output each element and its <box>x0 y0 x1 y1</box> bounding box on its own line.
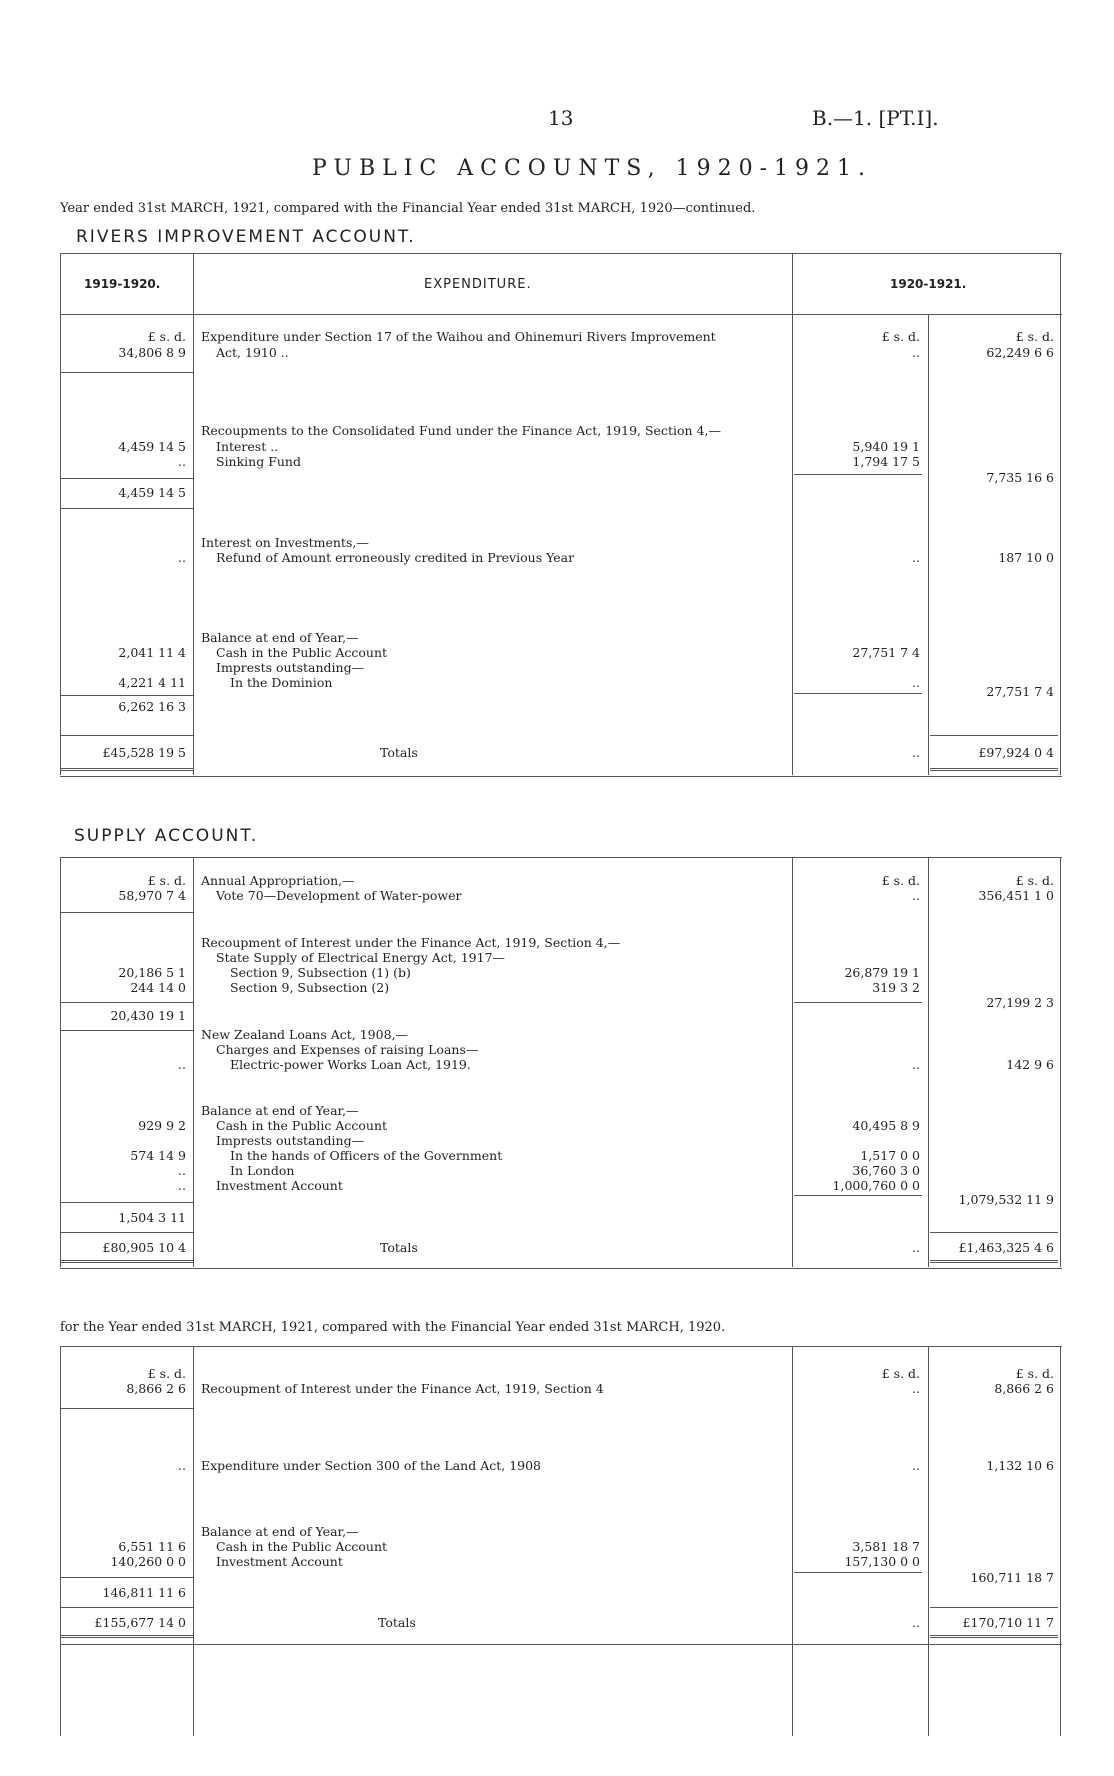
third-top-rule <box>60 1346 1062 1347</box>
third-r1-left: 8,866 2 6 <box>126 1381 186 1396</box>
page-title: PUBLIC ACCOUNTS, 1920-1921. <box>312 156 872 181</box>
rivers-r2-right: 7,735 16 6 <box>986 470 1054 485</box>
rivers-double-rule <box>930 768 1058 771</box>
document-reference: B.—1. [PT.I]. <box>812 106 939 130</box>
supply-r3a-left: .. <box>178 1057 186 1072</box>
supply-top-rule <box>60 857 1062 858</box>
supply-totals-label: Totals <box>380 1240 418 1255</box>
lsd-header: £ s. d. <box>147 329 186 344</box>
supply-bottom-rule <box>60 1268 1062 1269</box>
supply-r4b-desc: Imprests outstanding— <box>216 1133 365 1148</box>
third-divider <box>60 1408 193 1409</box>
rivers-total-right: £97,924 0 4 <box>978 745 1054 760</box>
supply-double-rule <box>60 1260 193 1263</box>
third-total-left: £155,677 14 0 <box>94 1615 186 1630</box>
rivers-totals-label: Totals <box>380 745 418 760</box>
third-col-divider <box>928 1346 929 1736</box>
third-subtotal-rule <box>794 1572 922 1573</box>
rivers-header-rule <box>60 314 1062 315</box>
third-r3-desc: Balance at end of Year,— <box>201 1524 359 1539</box>
supply-col-divider <box>792 857 793 1267</box>
rivers-col-expenditure: EXPENDITURE. <box>424 277 532 292</box>
rivers-total-left: £45,528 19 5 <box>102 745 186 760</box>
supply-r4d-desc: In London <box>230 1163 295 1178</box>
supply-divider <box>60 1232 193 1233</box>
third-r1-mid: .. <box>912 1381 920 1396</box>
third-heading: for the Year ended 31st MARCH, 1921, compared with the Financial Year ended 31st MARCH, 1920. <box>60 1320 726 1335</box>
supply-r2a-desc: Section 9, Subsection (1) (b) <box>230 965 411 980</box>
lsd-header: £ s. d. <box>1015 873 1054 888</box>
supply-col-divider <box>193 857 194 1267</box>
rivers-r4a-desc: Cash in the Public Account <box>216 645 388 660</box>
rivers-r3a-desc: Refund of Amount erroneously credited in Previous Year <box>216 550 575 565</box>
supply-divider <box>930 1232 1058 1233</box>
supply-r4a-left: 929 9 2 <box>138 1118 186 1133</box>
third-divider <box>930 1607 1058 1608</box>
rivers-r1-mid: .. <box>912 345 920 360</box>
supply-total-left: £80,905 10 4 <box>102 1240 186 1255</box>
supply-r3-desc: New Zealand Loans Act, 1908,— <box>201 1027 409 1042</box>
supply-r4a-mid: 40,495 8 9 <box>852 1118 920 1133</box>
rivers-double-rule <box>60 768 193 771</box>
third-r1-desc: Recoupment of Interest under the Finance Act, 1919, Section 4 <box>201 1381 604 1396</box>
rivers-col-divider <box>792 253 793 775</box>
rivers-r4c-left: 4,221 4 11 <box>118 675 186 690</box>
supply-r4c-desc: In the hands of Officers of the Government <box>230 1148 503 1163</box>
third-divider <box>60 1577 193 1578</box>
rivers-r2a-mid: 5,940 19 1 <box>852 439 920 454</box>
rivers-col-divider <box>928 314 929 775</box>
third-r2-mid: .. <box>912 1458 920 1473</box>
supply-r4a-desc: Cash in the Public Account <box>216 1118 388 1133</box>
rivers-border-right <box>1060 253 1061 775</box>
third-r1-right: 8,866 2 6 <box>994 1381 1054 1396</box>
supply-subtotal-rule <box>794 1002 922 1003</box>
supply-r3-desc2: Charges and Expenses of raising Loans— <box>216 1042 479 1057</box>
third-total-mid: .. <box>912 1615 920 1630</box>
supply-divider <box>60 912 193 913</box>
rivers-r4c-desc: In the Dominion <box>230 675 333 690</box>
third-r3-total-left: 146,811 11 6 <box>102 1585 186 1600</box>
rivers-r4-desc: Balance at end of Year,— <box>201 630 359 645</box>
third-r2-desc: Expenditure under Section 300 of the Land Act, 1908 <box>201 1458 542 1473</box>
lsd-header: £ s. d. <box>147 1366 186 1381</box>
third-r3b-desc: Investment Account <box>216 1554 343 1569</box>
supply-r1-desc: Annual Appropriation,— <box>201 873 355 888</box>
supply-subtotal-rule <box>794 1195 922 1196</box>
rivers-r2a-desc: Interest .. <box>216 439 279 454</box>
supply-r3a-mid: .. <box>912 1057 920 1072</box>
rivers-divider <box>60 508 193 509</box>
supply-r1a-left: 58,970 7 4 <box>118 888 186 903</box>
rivers-divider <box>930 735 1058 736</box>
supply-divider <box>60 1030 193 1031</box>
lsd-header: £ s. d. <box>881 873 920 888</box>
third-col-divider <box>193 1346 194 1736</box>
supply-r1a-mid: .. <box>912 888 920 903</box>
rivers-r1-desc: Expenditure under Section 17 of the Waihou and Ohinemuri Rivers Improvement <box>201 329 716 344</box>
supply-r4e-left: .. <box>178 1178 186 1193</box>
supply-r2b-mid: 319 3 2 <box>872 980 920 995</box>
rivers-r2b-desc: Sinking Fund <box>216 454 301 469</box>
supply-r2-desc: Recoupment of Interest under the Finance Act, 1919, Section 4,— <box>201 935 621 950</box>
rivers-r1-right: 62,249 6 6 <box>986 345 1054 360</box>
supply-r2b-desc: Section 9, Subsection (2) <box>230 980 390 995</box>
supply-r1a-desc: Vote 70—Development of Water-power <box>216 888 462 903</box>
third-divider <box>60 1607 193 1608</box>
third-double-rule <box>930 1635 1058 1638</box>
rivers-total-mid: .. <box>912 745 920 760</box>
rivers-col-1919: 1919-1920. <box>84 277 161 291</box>
third-r3-right: 160,711 18 7 <box>970 1570 1054 1585</box>
supply-r3a-right: 142 9 6 <box>1006 1057 1054 1072</box>
supply-total-right: £1,463,325 4 6 <box>958 1240 1054 1255</box>
supply-r4e-mid: 1,000,760 0 0 <box>832 1178 920 1193</box>
rivers-r3a-right: 187 10 0 <box>998 550 1054 565</box>
rivers-r2b-mid: 1,794 17 5 <box>852 454 920 469</box>
supply-r2b-left: 244 14 0 <box>130 980 186 995</box>
rivers-r2-desc: Recoupments to the Consolidated Fund under the Finance Act, 1919, Section 4,— <box>201 423 721 438</box>
supply-r4-desc: Balance at end of Year,— <box>201 1103 359 1118</box>
third-r3b-mid: 157,130 0 0 <box>844 1554 920 1569</box>
rivers-col-1921: 1920-1921. <box>890 277 967 291</box>
rivers-divider <box>60 372 193 373</box>
rivers-r3a-mid: .. <box>912 550 920 565</box>
rivers-r4b-desc: Imprests outstanding— <box>216 660 365 675</box>
supply-section-title: SUPPLY ACCOUNT. <box>74 826 259 846</box>
rivers-r1-desc: Act, 1910 .. <box>216 345 289 360</box>
supply-total-mid: .. <box>912 1240 920 1255</box>
rivers-r4c-mid: .. <box>912 675 920 690</box>
lsd-header: £ s. d. <box>147 873 186 888</box>
page-subtitle: Year ended 31st MARCH, 1921, compared with the Financial Year ended 31st MARCH, 1920—continued. <box>60 201 756 216</box>
rivers-divider <box>60 695 193 696</box>
lsd-header: £ s. d. <box>881 1366 920 1381</box>
supply-r3a-desc: Electric-power Works Loan Act, 1919. <box>230 1057 471 1072</box>
supply-divider <box>60 1002 193 1003</box>
third-double-rule <box>60 1635 193 1638</box>
supply-r4-total-left: 1,504 3 11 <box>118 1210 186 1225</box>
rivers-col-divider <box>193 253 194 775</box>
third-total-right: £170,710 11 7 <box>962 1615 1054 1630</box>
supply-r4-right: 1,079,532 11 9 <box>958 1192 1054 1207</box>
third-r2-left: .. <box>178 1458 186 1473</box>
rivers-r3-desc: Interest on Investments,— <box>201 535 369 550</box>
rivers-r3a-left: .. <box>178 550 186 565</box>
third-r3a-desc: Cash in the Public Account <box>216 1539 388 1554</box>
rivers-r4-right: 27,751 7 4 <box>986 684 1054 699</box>
third-r3b-left: 140,260 0 0 <box>110 1554 186 1569</box>
supply-r4e-desc: Investment Account <box>216 1178 343 1193</box>
lsd-header: £ s. d. <box>1015 329 1054 344</box>
supply-r4c-mid: 1,517 0 0 <box>860 1148 920 1163</box>
supply-r2-total-left: 20,430 19 1 <box>110 1008 186 1023</box>
supply-col-divider <box>928 857 929 1267</box>
supply-r4c-left: 574 14 9 <box>130 1148 186 1163</box>
third-r3a-mid: 3,581 18 7 <box>852 1539 920 1554</box>
third-border-right <box>1060 1346 1061 1736</box>
lsd-header: £ s. d. <box>881 329 920 344</box>
rivers-section-title: RIVERS IMPROVEMENT ACCOUNT. <box>76 227 416 247</box>
supply-r2-right: 27,199 2 3 <box>986 995 1054 1010</box>
supply-border-right <box>1060 857 1061 1267</box>
third-r2-right: 1,132 10 6 <box>986 1458 1054 1473</box>
rivers-r1-left: 34,806 8 9 <box>118 345 186 360</box>
supply-r2-desc2: State Supply of Electrical Energy Act, 1917— <box>216 950 506 965</box>
rivers-r2-total-left: 4,459 14 5 <box>118 485 186 500</box>
rivers-r4-total-left: 6,262 16 3 <box>118 699 186 714</box>
page-number: 13 <box>548 106 574 130</box>
lsd-header: £ s. d. <box>1015 1366 1054 1381</box>
rivers-top-rule <box>60 253 1062 254</box>
third-totals-label: Totals <box>378 1615 416 1630</box>
supply-double-rule <box>930 1260 1058 1263</box>
third-col-divider <box>792 1346 793 1736</box>
rivers-r2a-left: 4,459 14 5 <box>118 439 186 454</box>
rivers-divider <box>60 478 193 479</box>
supply-r2a-left: 20,186 5 1 <box>118 965 186 980</box>
rivers-divider <box>60 735 193 736</box>
rivers-r2b-left: .. <box>178 454 186 469</box>
supply-r2a-mid: 26,879 19 1 <box>844 965 920 980</box>
third-r3a-left: 6,551 11 6 <box>118 1539 186 1554</box>
supply-r4d-mid: 36,760 3 0 <box>852 1163 920 1178</box>
supply-r4d-left: .. <box>178 1163 186 1178</box>
rivers-bottom-rule <box>60 776 1062 777</box>
supply-r1a-right: 356,451 1 0 <box>978 888 1054 903</box>
third-bottom-rule <box>60 1644 1062 1645</box>
rivers-r4a-mid: 27,751 7 4 <box>852 645 920 660</box>
rivers-subtotal-rule <box>794 693 922 694</box>
supply-divider <box>60 1202 193 1203</box>
rivers-r4a-left: 2,041 11 4 <box>118 645 186 660</box>
rivers-subtotal-rule <box>794 474 922 475</box>
